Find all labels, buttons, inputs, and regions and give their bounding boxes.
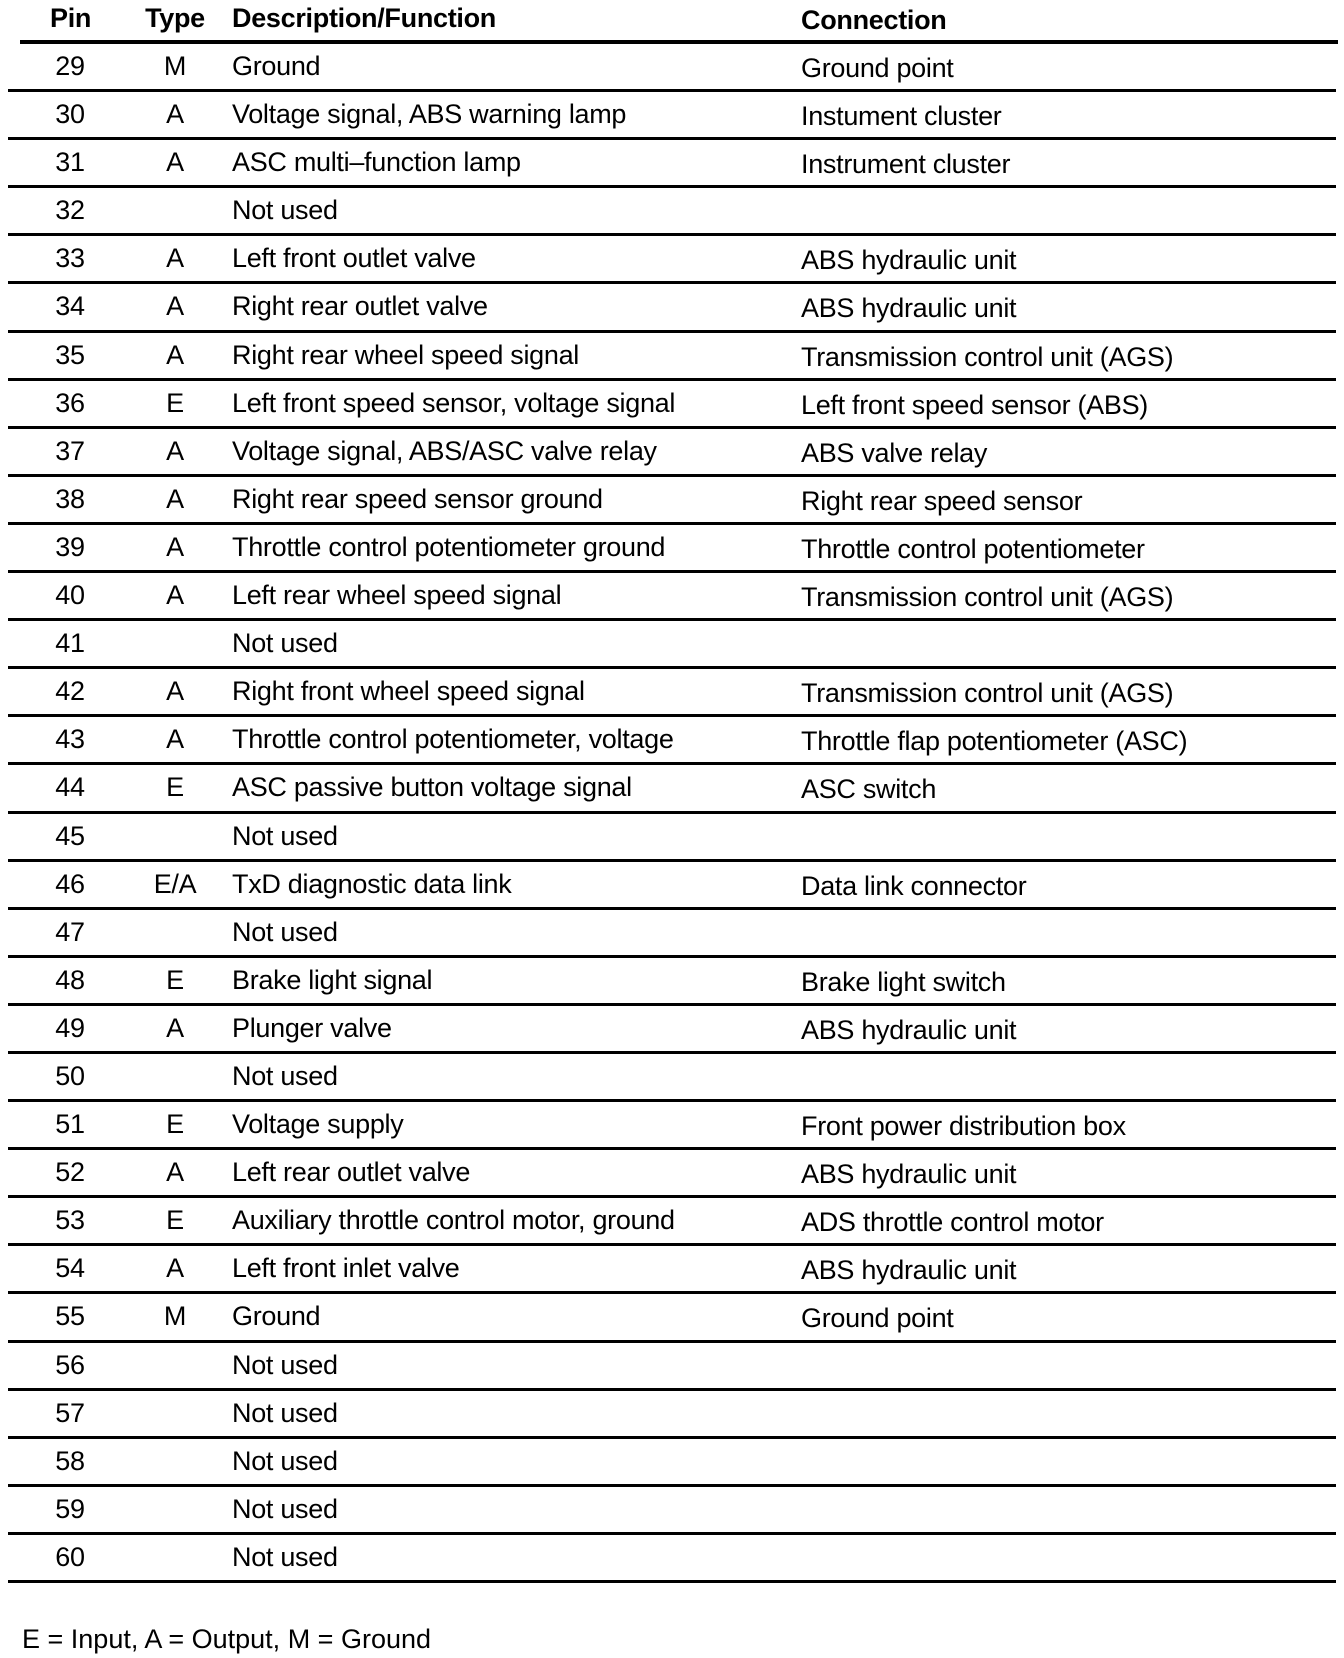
- description-cell: Brake light signal: [232, 964, 433, 995]
- pin-cell: 55: [55, 1301, 85, 1332]
- pin-cell: 56: [55, 1349, 85, 1380]
- description-cell: Throttle control potentiometer ground: [232, 531, 666, 562]
- description-cell: Throttle control potentiometer, voltage: [232, 724, 674, 755]
- connection-cell: Ground point: [801, 1303, 954, 1334]
- table-row: [0, 1246, 1344, 1294]
- pin-cell: 54: [55, 1253, 85, 1284]
- connection-cell: ABS hydraulic unit: [801, 245, 1017, 276]
- row-divider: [8, 1580, 1336, 1583]
- connection-cell: Instrument cluster: [801, 149, 1011, 180]
- pin-cell: 59: [55, 1493, 85, 1524]
- connection-cell: Throttle control potentiometer: [801, 533, 1145, 564]
- table-row: [0, 140, 1344, 188]
- table-row: [0, 44, 1344, 92]
- table-row: [0, 1535, 1344, 1583]
- description-cell: Ground: [232, 51, 321, 81]
- pin-cell: 44: [55, 772, 85, 803]
- table-row: [0, 814, 1344, 862]
- pin-cell: 60: [55, 1541, 85, 1572]
- type-cell: A: [166, 99, 184, 130]
- description-cell: Not used: [232, 1349, 338, 1380]
- connection-cell: Transmission control unit (AGS): [801, 678, 1174, 709]
- connection-cell: Instument cluster: [801, 101, 1002, 132]
- pin-cell: 37: [55, 435, 85, 466]
- pin-cell: 50: [55, 1060, 85, 1091]
- pin-cell: 57: [55, 1397, 85, 1428]
- pin-cell: 46: [55, 868, 85, 899]
- description-cell: Ground: [232, 1301, 321, 1332]
- pin-cell: 58: [55, 1445, 85, 1476]
- table-row: [0, 958, 1344, 1006]
- connection-cell: Data link connector: [801, 870, 1027, 901]
- description-cell: Voltage signal, ABS warning lamp: [232, 99, 627, 130]
- type-cell: E: [166, 1205, 184, 1236]
- type-cell: M: [163, 1301, 187, 1332]
- type-cell: A: [166, 580, 184, 611]
- description-cell: Left front speed sensor, voltage signal: [232, 387, 676, 418]
- pin-cell: 53: [55, 1205, 85, 1236]
- type-cell: M: [163, 51, 187, 81]
- type-cell: A: [166, 531, 184, 562]
- header-connection: Connection: [801, 5, 947, 35]
- table-row: [0, 765, 1344, 813]
- description-cell: Voltage supply: [232, 1109, 404, 1140]
- description-cell: ASC multi–function lamp: [232, 147, 521, 178]
- description-cell: Not used: [232, 916, 338, 947]
- connection-cell: Transmission control unit (AGS): [801, 582, 1174, 613]
- type-cell: A: [166, 1253, 184, 1284]
- type-cell: A: [166, 339, 184, 370]
- table-row: [0, 381, 1344, 429]
- table-row: [0, 429, 1344, 477]
- pin-cell: 35: [55, 339, 85, 370]
- description-cell: Right front wheel speed signal: [232, 676, 585, 707]
- pin-cell: 36: [55, 387, 85, 418]
- connection-cell: ADS throttle control motor: [801, 1207, 1104, 1238]
- description-cell: Left rear wheel speed signal: [232, 580, 562, 611]
- connection-cell: Front power distribution box: [801, 1111, 1126, 1142]
- description-cell: Right rear outlet valve: [232, 291, 488, 322]
- description-cell: Not used: [232, 628, 338, 659]
- description-cell: Right rear wheel speed signal: [232, 339, 580, 370]
- table-row: [0, 477, 1344, 525]
- type-cell: E: [166, 1109, 184, 1140]
- table-row: [0, 92, 1344, 140]
- type-cell: A: [166, 1012, 184, 1043]
- connection-cell: ASC switch: [801, 774, 937, 805]
- description-cell: Not used: [232, 1397, 338, 1428]
- type-cell: E: [166, 772, 184, 803]
- connection-cell: Brake light switch: [801, 966, 1006, 997]
- table-row: [0, 1294, 1344, 1342]
- connection-cell: Ground point: [801, 53, 954, 83]
- description-cell: Not used: [232, 1493, 338, 1524]
- connection-cell: Left front speed sensor (ABS): [801, 389, 1148, 420]
- pin-cell: 29: [55, 51, 85, 81]
- pin-cell: 34: [55, 291, 85, 322]
- pin-cell: 33: [55, 243, 85, 274]
- description-cell: Plunger valve: [232, 1012, 392, 1043]
- description-cell: Right rear speed sensor ground: [232, 483, 603, 514]
- pin-cell: 49: [55, 1012, 85, 1043]
- description-cell: TxD diagnostic data link: [232, 868, 512, 899]
- table-row: [0, 1006, 1344, 1054]
- table-row: [0, 1439, 1344, 1487]
- table-row: [0, 1198, 1344, 1246]
- table-row: [0, 573, 1344, 621]
- legend-footnote: E = Input, A = Output, M = Ground: [22, 1624, 432, 1654]
- table-row: [0, 717, 1344, 765]
- type-cell: A: [166, 724, 184, 755]
- table-row: [0, 525, 1344, 573]
- description-cell: Left rear outlet valve: [232, 1157, 471, 1188]
- type-cell: E/A: [153, 868, 197, 899]
- description-cell: Not used: [232, 1445, 338, 1476]
- pin-cell: 41: [55, 628, 85, 659]
- header-type: Type: [145, 3, 205, 33]
- pin-cell: 45: [55, 820, 85, 851]
- description-cell: Not used: [232, 820, 338, 851]
- description-cell: Voltage signal, ABS/ASC valve relay: [232, 435, 657, 466]
- type-cell: E: [166, 964, 184, 995]
- connection-cell: Right rear speed sensor: [801, 485, 1083, 516]
- type-cell: A: [166, 676, 184, 707]
- table-row: [0, 669, 1344, 717]
- type-cell: A: [166, 435, 184, 466]
- table-header: [0, 0, 1344, 40]
- pin-cell: 30: [55, 99, 85, 130]
- table-row: [0, 1150, 1344, 1198]
- description-cell: Not used: [232, 1541, 338, 1572]
- type-cell: E: [166, 387, 184, 418]
- table-row: [0, 1054, 1344, 1102]
- connection-cell: ABS hydraulic unit: [801, 293, 1017, 324]
- pin-cell: 38: [55, 483, 85, 514]
- table-row: [0, 1487, 1344, 1535]
- type-cell: A: [166, 483, 184, 514]
- description-cell: ASC passive button voltage signal: [232, 772, 632, 803]
- pin-cell: 31: [55, 147, 85, 178]
- table-row: [0, 333, 1344, 381]
- pin-cell: 47: [55, 916, 85, 947]
- table-row: [0, 862, 1344, 910]
- table-row: [0, 1343, 1344, 1391]
- connection-cell: ABS hydraulic unit: [801, 1159, 1017, 1190]
- pin-cell: 51: [55, 1109, 85, 1140]
- pin-cell: 39: [55, 531, 85, 562]
- connection-cell: ABS hydraulic unit: [801, 1014, 1017, 1045]
- connection-cell: Transmission control unit (AGS): [801, 341, 1174, 372]
- description-cell: Not used: [232, 195, 338, 226]
- type-cell: A: [166, 291, 184, 322]
- table-row: [0, 1391, 1344, 1439]
- pin-cell: 42: [55, 676, 85, 707]
- table-row: [0, 910, 1344, 958]
- connection-cell: ABS valve relay: [801, 437, 988, 468]
- description-cell: Left front outlet valve: [232, 243, 476, 274]
- table-row: [0, 188, 1344, 236]
- pin-cell: 43: [55, 724, 85, 755]
- description-cell: Not used: [232, 1060, 338, 1091]
- table-row: [0, 236, 1344, 284]
- pin-cell: 52: [55, 1157, 85, 1188]
- header-pin: Pin: [50, 3, 92, 33]
- table-body: [0, 44, 1344, 1583]
- table-row: [0, 621, 1344, 669]
- type-cell: A: [166, 147, 184, 178]
- table-row: [0, 284, 1344, 332]
- table-row: [0, 1102, 1344, 1150]
- connection-cell: Throttle flap potentiometer (ASC): [801, 726, 1188, 757]
- type-cell: A: [166, 1157, 184, 1188]
- description-cell: Left front inlet valve: [232, 1253, 460, 1284]
- connection-cell: ABS hydraulic unit: [801, 1255, 1017, 1286]
- pin-cell: 32: [55, 195, 85, 226]
- header-description: Description/Function: [232, 3, 497, 33]
- pin-cell: 40: [55, 580, 85, 611]
- pin-cell: 48: [55, 964, 85, 995]
- description-cell: Auxiliary throttle control motor, ground: [232, 1205, 675, 1236]
- type-cell: A: [166, 243, 184, 274]
